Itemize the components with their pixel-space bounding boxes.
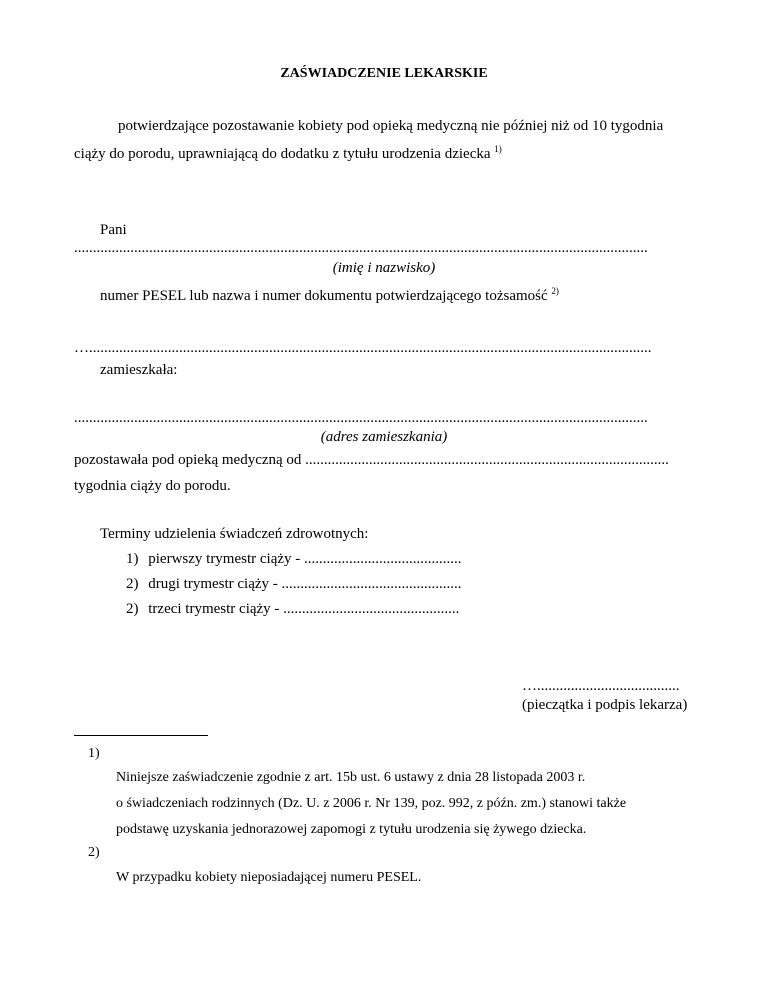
intro-line-1: potwierdzające pozostawanie kobiety pod opieką medyczną nie później niż od 10 tygodnia — [118, 118, 664, 134]
footnote-ref-1: 1) — [494, 144, 502, 154]
care-until-line: tygodnia ciąży do porodu. — [74, 478, 231, 494]
footnote-1-line-2: o świadczeniach rodzinnych (Dz. U. z 2006 r. Nr 139, poz. 992, z późn. zm.) stanowi także — [116, 796, 627, 811]
footnote-1-number: 1) — [88, 746, 100, 761]
care-from-line: pozostawała pod opieką medyczną od ................................................................................................. — [74, 452, 669, 468]
footnote-ref-2: 2) — [551, 286, 559, 296]
name-dotted-line: ......................................................................................................................................................... — [74, 240, 648, 256]
term-item — [126, 551, 462, 568]
pesel-label: numer PESEL lub nazwa i numer dokumentu potwierdzającego tożsamość — [100, 288, 548, 304]
term-number: 1) — [126, 551, 139, 567]
footnote-2-number: 2) — [88, 845, 100, 860]
footnote-1-line-3: podstawę uzyskania jednorazowej zapomogi z tytułu urodzenia się żywego dziecka. — [116, 822, 587, 837]
signature-dotted-line: …...................................... — [522, 678, 680, 694]
term-item — [126, 601, 459, 618]
footnote-separator — [74, 735, 208, 736]
pani-label: Pani — [100, 222, 127, 238]
signature-caption: (pieczątka i podpis lekarza) — [522, 697, 688, 713]
intro-line-2-text: ciąży do porodu, uprawniającą do dodatku z tytułu urodzenia dziecka — [74, 146, 491, 162]
pesel-dotted-line: …...................................................................................................................................................... — [74, 340, 652, 356]
term-text: trzeci trymestr ciąży - ............................................... — [148, 601, 460, 617]
address-dotted-line: ......................................................................................................................................................... — [74, 410, 648, 426]
address-label: zamieszkała: — [100, 362, 178, 378]
footnote-2-line-1: W przypadku kobiety nieposiadającej numeru PESEL. — [116, 870, 422, 885]
document-title: ZAŚWIADCZENIE LEKARSKIE — [280, 66, 488, 81]
intro-line-2 — [74, 146, 502, 163]
terms-heading: Terminy udzielenia świadczeń zdrowotnych: — [100, 526, 369, 542]
footnote-1-line-1: Niniejsze zaświadczenie zgodnie z art. 15b ust. 6 ustawy z dnia 28 listopada 2003 r. — [116, 770, 586, 785]
name-caption: (imię i nazwisko) — [332, 260, 436, 276]
term-item — [126, 576, 462, 593]
pesel-line — [100, 288, 559, 305]
term-number: 2) — [126, 576, 139, 592]
term-text: pierwszy trymestr ciąży - .......................................... — [148, 551, 462, 567]
term-number: 2) — [126, 601, 139, 617]
term-text: drugi trymestr ciąży - ................................................ — [148, 576, 462, 592]
address-caption: (adres zamieszkania) — [320, 429, 448, 445]
